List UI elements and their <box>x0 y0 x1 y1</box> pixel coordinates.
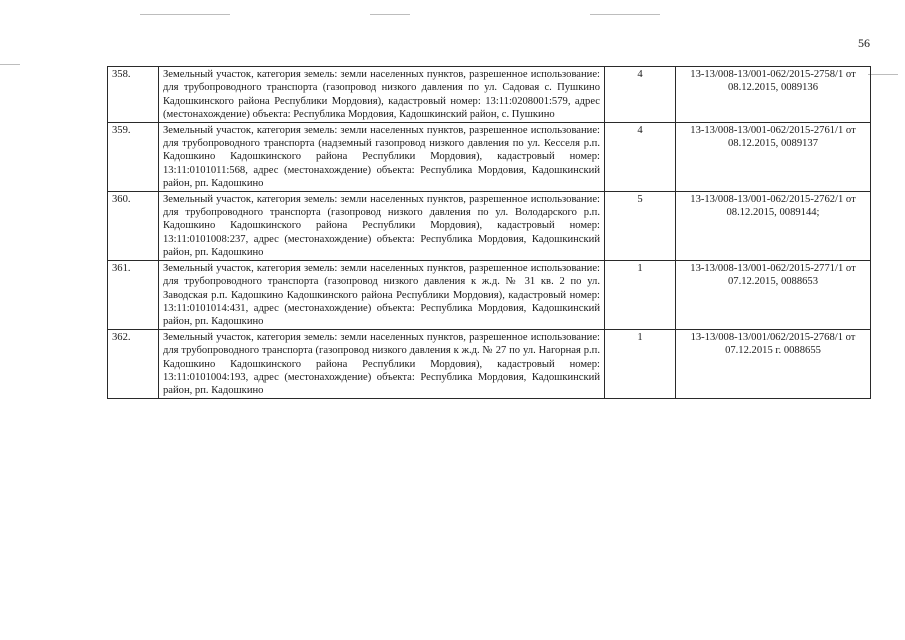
row-number: 361. <box>108 260 159 329</box>
row-quantity: 1 <box>605 329 676 398</box>
row-description: Земельный участок, категория земель: земли населенных пунктов, разрешенное использование: для трубопроводного транспорта (надземный газопровод низкого давления по ул. Кесселя р.п. Кадошкино Кадошкинского района Республики Мордовия), кадастровый номер: 13:11:0101011:568, адрес (местонахождение) объекта: Республика Мордовия, Кадошкинский район, рп. Кадошкино <box>159 122 605 191</box>
row-quantity: 5 <box>605 191 676 260</box>
row-description: Земельный участок, категория земель: земли населенных пунктов, разрешенное использование: для трубопроводного транспорта (газопровод низкого давления к ж.д. № 31 кв. 2 по ул. Заводская р.п. Кадошкино Кадошкинского района Республики Мордовия), кадастровый номер: 13:11:0101014:431, адрес (местонахождение) объекта: Республика Мордовия, Кадошкинский район, рп. Кадошкино <box>159 260 605 329</box>
row-number: 360. <box>108 191 159 260</box>
row-number: 362. <box>108 329 159 398</box>
row-description: Земельный участок, категория земель: земли населенных пунктов, разрешенное использование: для трубопроводного транспорта (газопровод низкого давления по ул. Володарского р.п. Кадошкино Кадошкинского района Республики Мордовия), кадастровый номер: 13:11:0101008:237, адрес (местонахождение) объекта: Республика Мордовия, Кадошкинский район, рп. Кадошкино <box>159 191 605 260</box>
table-row <box>108 67 871 123</box>
registry-table <box>107 66 871 399</box>
table-row <box>108 329 871 398</box>
row-quantity: 4 <box>605 67 676 123</box>
table-row <box>108 122 871 191</box>
row-description: Земельный участок, категория земель: земли населенных пунктов, разрешенное использование: для трубопроводного транспорта (газопровод низкого давления по ул. Садовая с. Пушкино Кадошкинского района Республики Мордовия), кадастровый номер: 13:11:0208001:579, адрес (местонахождение) объекта: Республика Мордовия, Кадошкинский район, с. Пушкино <box>159 67 605 123</box>
row-registration: 13-13/008-13/001-062/2015-2771/1 от 07.12.2015, 0088653 <box>676 260 871 329</box>
row-registration: 13-13/008-13/001-062/2015-2762/1 от 08.12.2015, 0089144; <box>676 191 871 260</box>
row-number: 359. <box>108 122 159 191</box>
row-registration: 13-13/008-13/001-062/2015-2758/1 от 08.12.2015, 0089136 <box>676 67 871 123</box>
table-row <box>108 260 871 329</box>
row-registration: 13-13/008-13/001-062/2015-2761/1 от 08.12.2015, 0089137 <box>676 122 871 191</box>
row-quantity: 1 <box>605 260 676 329</box>
row-number: 358. <box>108 67 159 123</box>
row-description: Земельный участок, категория земель: земли населенных пунктов, разрешенное использование: для трубопроводного транспорта (газопровод низкого давления к ж.д. № 27 по ул. Нагорная р.п. Кадошкино Кадошкинского района Республики Мордовия), кадастровый номер: 13:11:0101004:193, адрес (местонахождение) объекта: Республика Мордовия, Кадошкинский район, рп. Кадошкино <box>159 329 605 398</box>
page-number: 56 <box>858 36 870 50</box>
table-row <box>108 191 871 260</box>
row-quantity: 4 <box>605 122 676 191</box>
row-registration: 13-13/008-13/001/062/2015-2768/1 от 07.12.2015 г. 0088655 <box>676 329 871 398</box>
